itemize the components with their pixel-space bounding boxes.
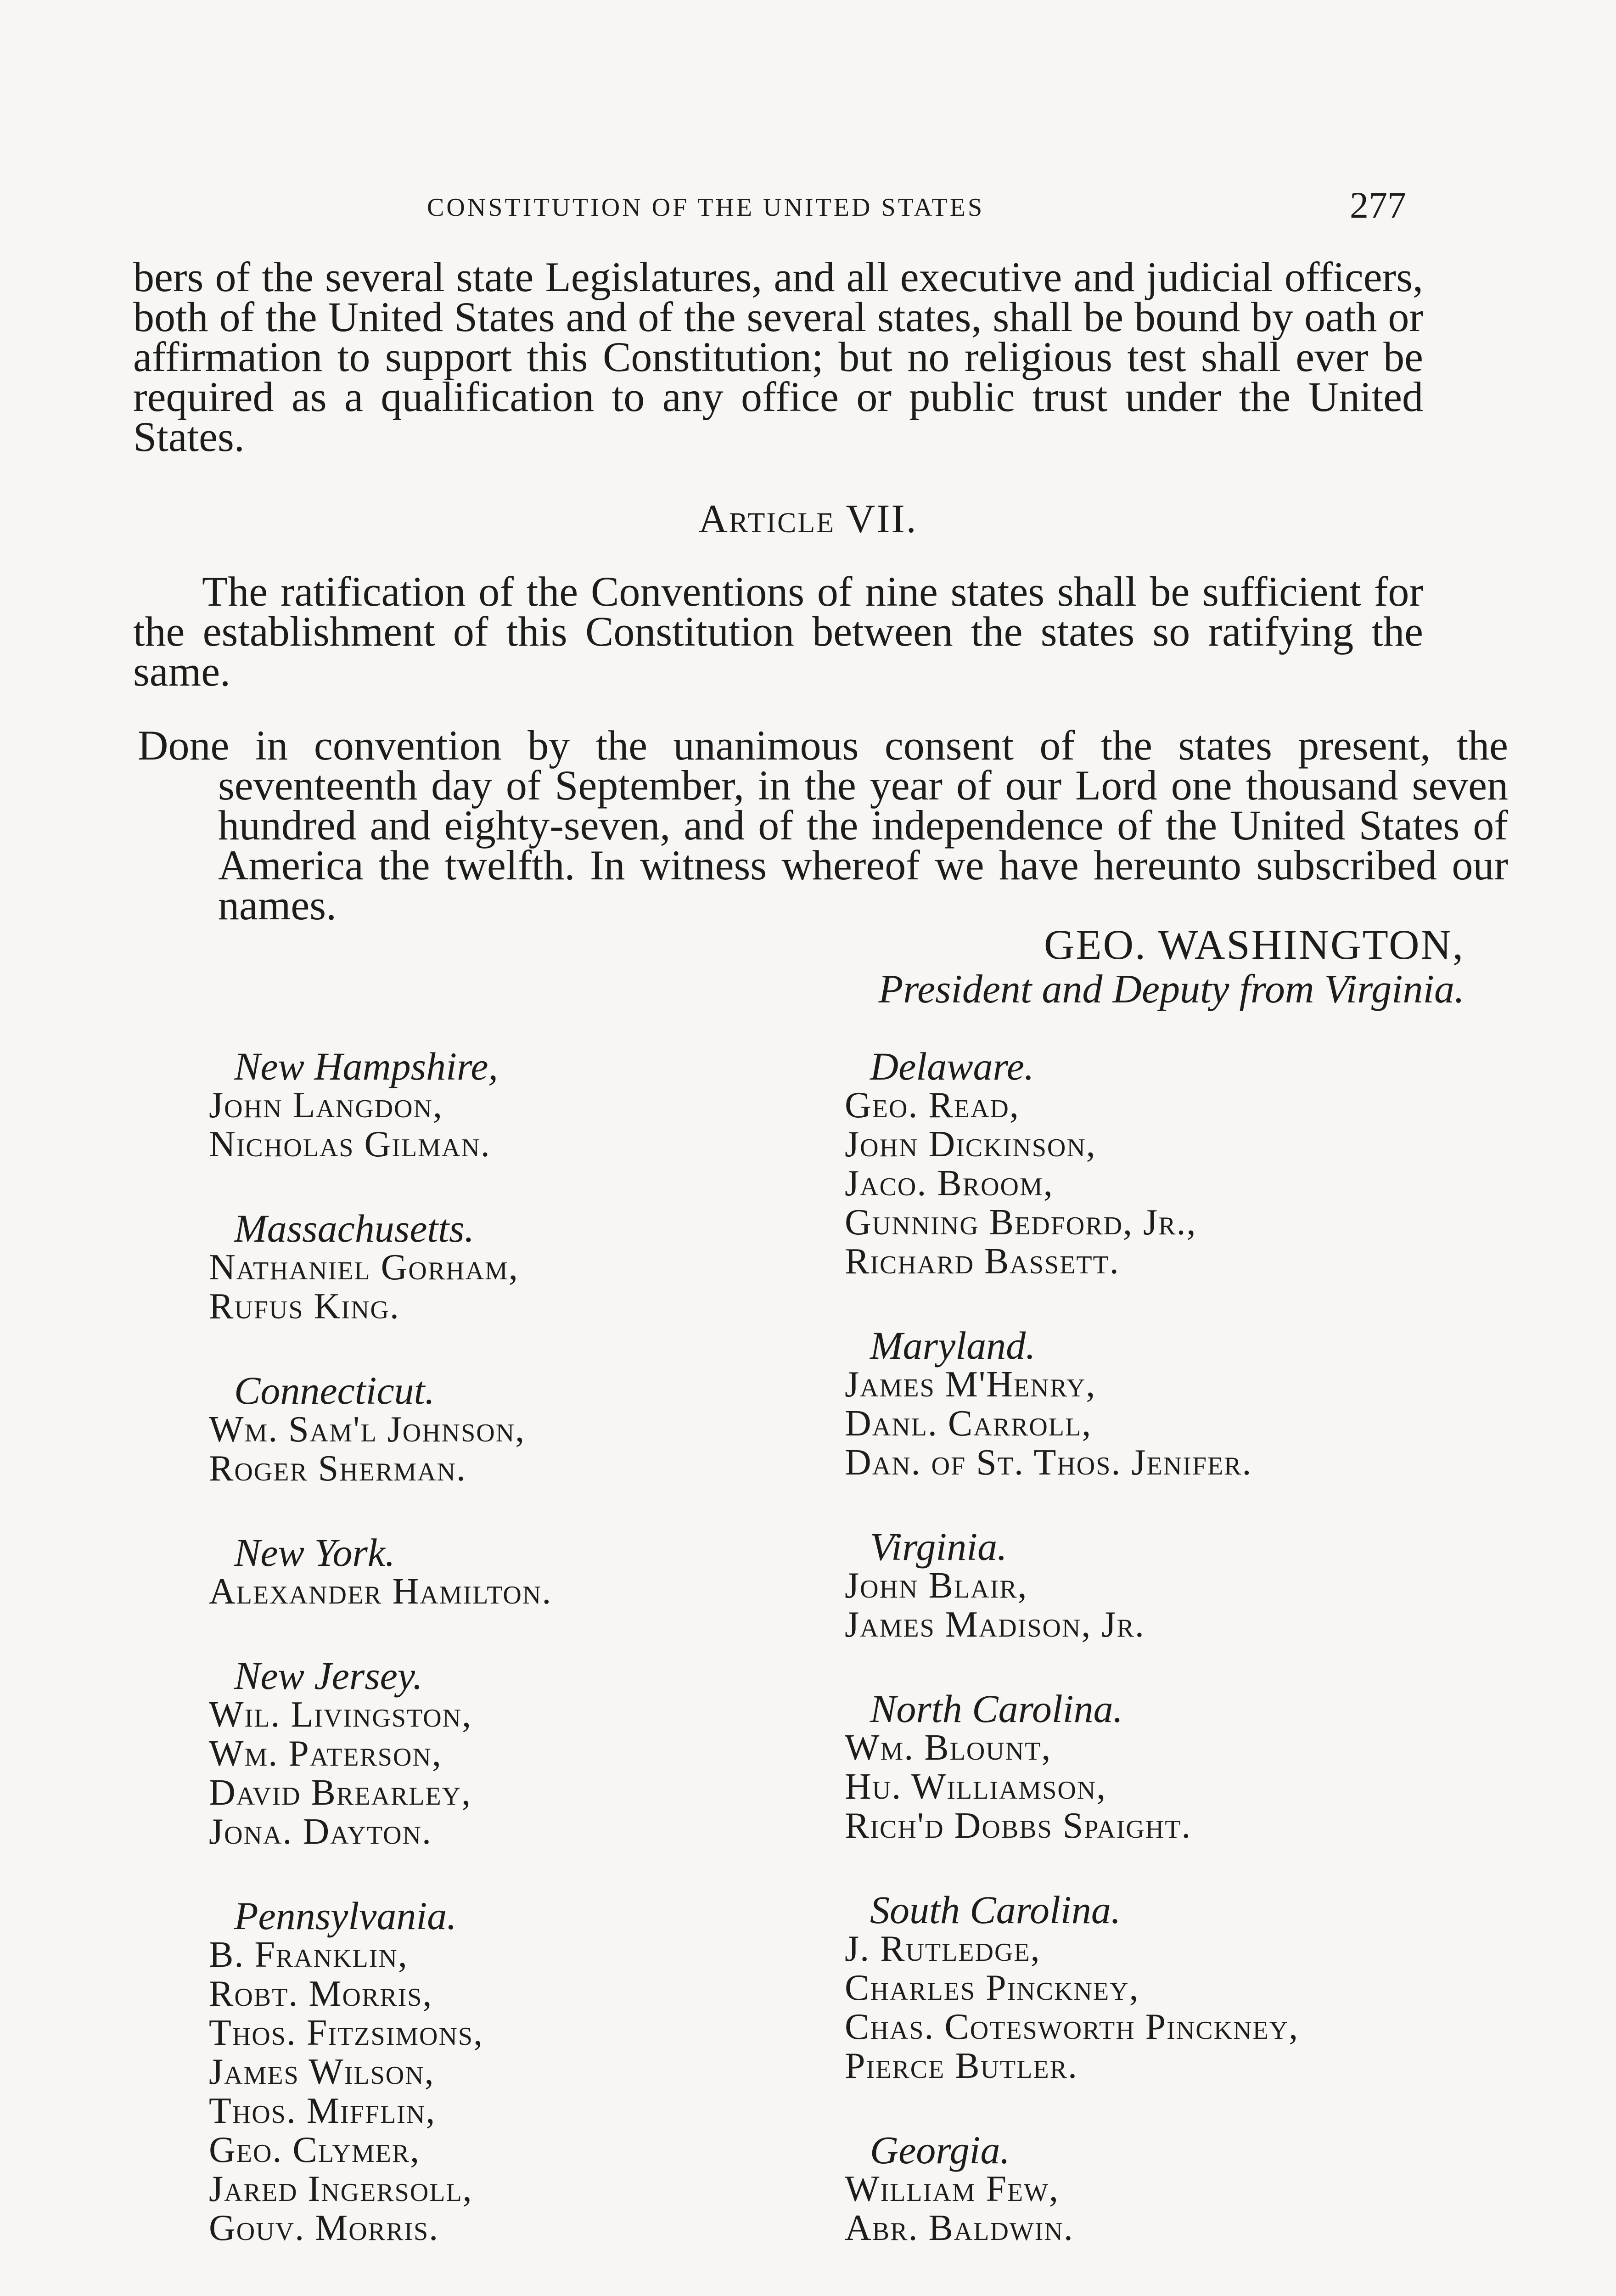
signer-name: John Langdon, — [209, 1085, 443, 1125]
state-name: Massachusetts. — [234, 1206, 475, 1250]
page-number: 277 — [1350, 184, 1406, 226]
signer-name: B. Franklin, — [209, 1935, 408, 1975]
state-delegation — [845, 1044, 1487, 1282]
signer-name: Pierce Butler. — [845, 2046, 1078, 2086]
signer-name: Gunning Bedford, Jr., — [845, 1202, 1197, 1243]
state-delegation — [209, 1533, 852, 1611]
signer-name: James Wilson, — [209, 2052, 435, 2092]
president-name: GEO. WASHINGTON, — [1044, 921, 1464, 968]
state-name: Connecticut. — [234, 1368, 435, 1412]
state-delegation — [209, 1206, 852, 1327]
signer-name: Wm. Paterson, — [209, 1733, 442, 1774]
running-head: CONSTITUTION OF THE UNITED STATES — [427, 193, 985, 222]
state-delegation — [845, 1323, 1487, 1483]
signer-name: Danl. Carroll, — [845, 1403, 1092, 1444]
state-delegation — [845, 2128, 1487, 2248]
signer-name: John Dickinson, — [845, 1124, 1096, 1165]
signer-name: Robt. Morris, — [209, 1974, 433, 2014]
signer-name: Thos. Fitzsimons, — [209, 2013, 484, 2053]
signer-name: Rich'd Dobbs Spaight. — [845, 1806, 1192, 1846]
paragraph-done-in-convention: Done in convention by the unanimous consent of the states present, the seventeenth day of September, in the year of our Lord one thousand seven hundred and eighty-seven, and of the independence of the United States of America the twelfth. In witness whereof we have hereunto subscribed our names. — [138, 722, 1508, 929]
state-delegation — [845, 1888, 1487, 2086]
signer-name: Jaco. Broom, — [845, 1163, 1054, 1204]
signer-name: Dan. of St. Thos. Jenifer. — [845, 1442, 1252, 1483]
state-name: Delaware. — [870, 1044, 1034, 1088]
state-name: Georgia. — [870, 2128, 1010, 2172]
state-name: Pennsylvania. — [234, 1894, 457, 1938]
signer-name: James M'Henry, — [845, 1364, 1096, 1405]
state-delegation — [209, 1044, 852, 1165]
president-title: President and Deputy from Virginia. — [878, 967, 1464, 1012]
signer-name: Richard Bassett. — [845, 1241, 1120, 1282]
signer-name: John Blair, — [845, 1565, 1028, 1606]
state-delegation — [209, 1368, 852, 1489]
state-delegation — [209, 1656, 852, 1851]
signer-name: James Madison, Jr. — [845, 1604, 1145, 1645]
signer-name: Roger Sherman. — [209, 1448, 466, 1489]
state-name: New York. — [234, 1531, 395, 1575]
signer-name: Gouv. Morris. — [209, 2208, 439, 2248]
article-heading: Article VII. — [698, 497, 918, 541]
president-signature — [730, 923, 1464, 1013]
state-delegation — [845, 1527, 1487, 1644]
paragraph-ratification: The ratification of the Conventions of nine states shall be sufficient for the establishment of this Constitution between the states so ratifying the same. — [133, 568, 1423, 695]
signer-name: Wm. Sam'l Johnson, — [209, 1409, 526, 1450]
signers-right-column — [845, 1044, 1487, 2293]
signer-name: Thos. Mifflin, — [209, 2091, 436, 2131]
signer-name: Rufus King. — [209, 1286, 400, 1327]
paragraph-oath: bers of the several state Legislatures, and all executive and judicial officers, both of the United States and of the several states, shall be bound by oath or affirmation to support this Constitution; but no religious test shall ever be required as a qualification to any office or public trust under the United States. — [133, 253, 1423, 460]
signer-name: Jared Ingersoll, — [209, 2169, 473, 2209]
state-delegation — [209, 1896, 852, 2248]
signer-name: Nathaniel Gorham, — [209, 1247, 519, 1288]
signer-name: Hu. Williamson, — [845, 1767, 1107, 1807]
signer-name: Chas. Cotesworth Pinckney, — [845, 2007, 1299, 2047]
signer-name: Geo. Clymer, — [209, 2130, 421, 2170]
signer-name: Wil. Livingston, — [209, 1694, 472, 1735]
state-delegation — [845, 1689, 1487, 1846]
signer-name: Nicholas Gilman. — [209, 1124, 491, 1165]
signers-left-column — [209, 1044, 852, 2293]
signer-name: Geo. Read, — [845, 1085, 1020, 1125]
state-name: New Jersey. — [234, 1654, 423, 1698]
state-name: Maryland. — [870, 1323, 1036, 1367]
signer-name: J. Rutledge, — [845, 1929, 1041, 1969]
page-header — [0, 184, 1616, 239]
signer-name: Wm. Blount, — [845, 1728, 1052, 1768]
state-name: North Carolina. — [870, 1687, 1123, 1731]
signer-name: Jona. Dayton. — [209, 1812, 432, 1852]
state-name: New Hampshire, — [234, 1044, 498, 1088]
signer-name: William Few, — [845, 2169, 1060, 2209]
signer-name: Abr. Baldwin. — [845, 2208, 1074, 2248]
signer-name: David Brearley, — [209, 1773, 472, 1813]
state-name: Virginia. — [870, 1525, 1007, 1569]
state-name: South Carolina. — [870, 1888, 1121, 1932]
signer-name: Alexander Hamilton. — [209, 1571, 552, 1612]
signer-name: Charles Pinckney, — [845, 1968, 1139, 2008]
